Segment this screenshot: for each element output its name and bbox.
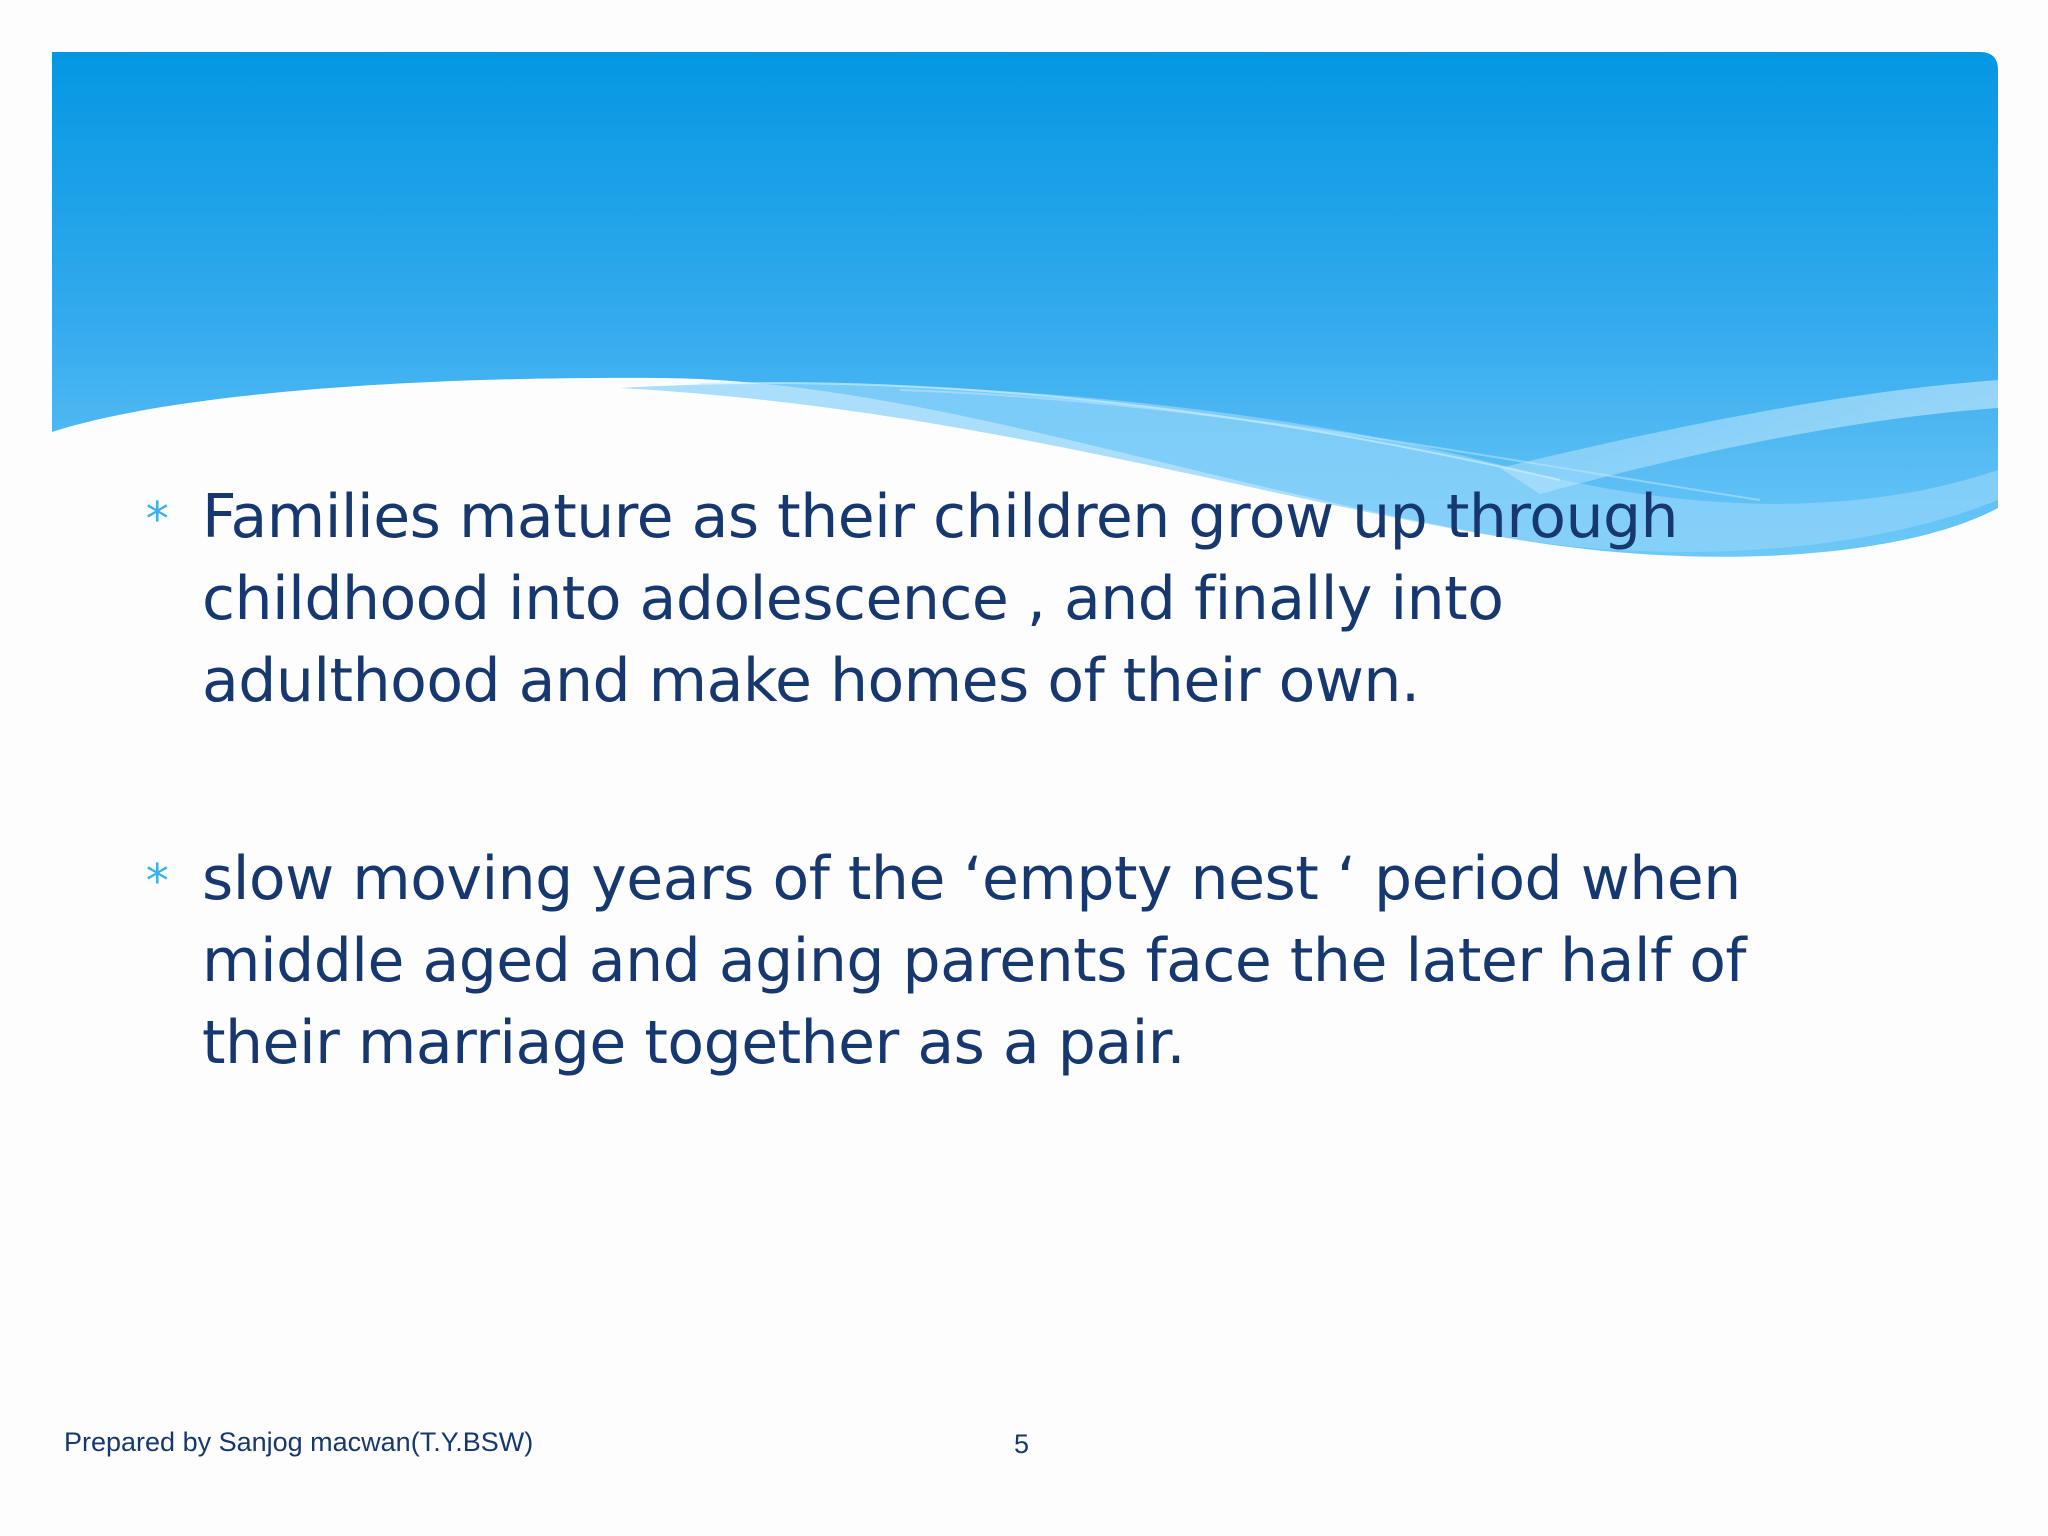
- bullet-item: [140, 838, 1760, 1084]
- content-area: [140, 476, 1760, 1084]
- bullet-text: slow moving years of the ‘empty nest ‘ period when middle aged and aging parents face the later half of their marriage together as a pair.: [202, 844, 1747, 1078]
- bullet-item: [140, 476, 1760, 722]
- footer-credit: Prepared by Sanjog macwan(T.Y.BSW): [64, 1427, 534, 1457]
- bullet-text: Families mature as their children grow up through childhood into adolescence , and finally into adulthood and make homes of their own.: [202, 482, 1679, 716]
- bullet-marker: *: [145, 492, 169, 546]
- page-number: 5: [1014, 1429, 1030, 1459]
- bullet-marker: *: [145, 854, 169, 908]
